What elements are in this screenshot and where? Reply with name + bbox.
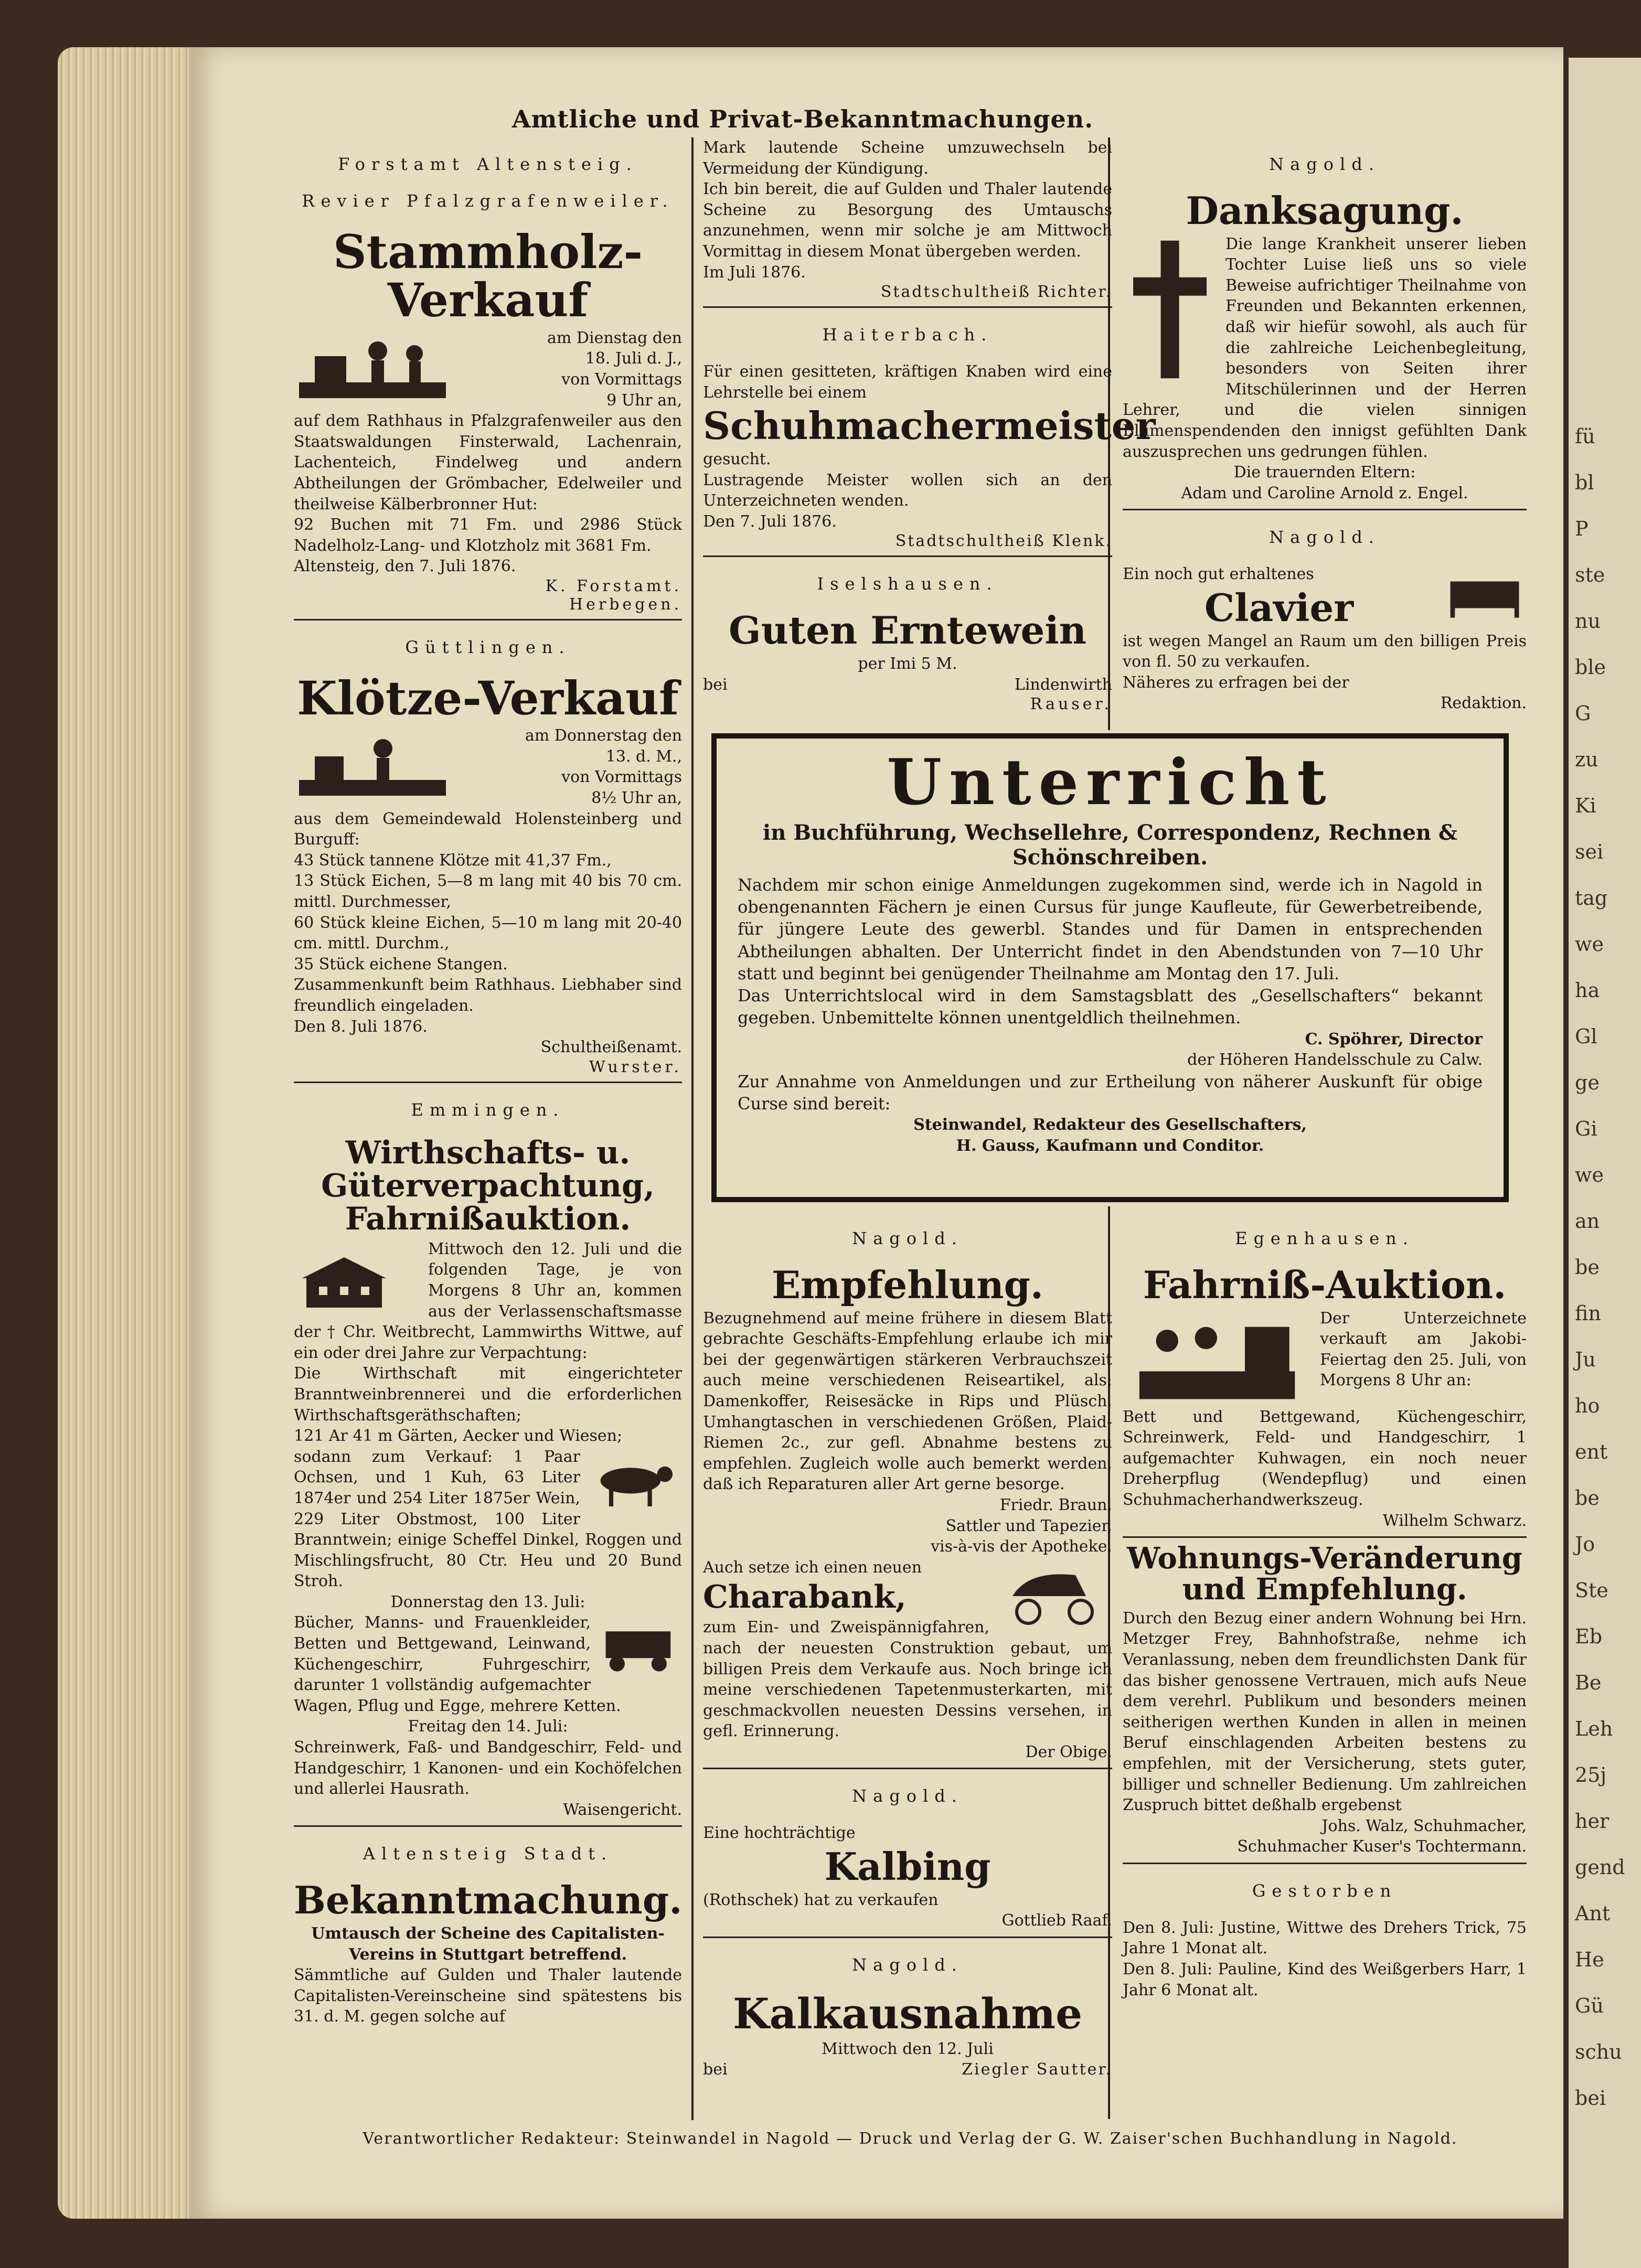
adjacent-page-fragment-text: Eb	[1575, 1625, 1603, 1648]
ad-title: Bekanntmachung.	[294, 1878, 683, 1923]
ad-dated: Altensteig, den 7. Juli 1876.	[294, 557, 516, 576]
ad-date-line: am Dienstag den	[547, 328, 682, 347]
ad-title: Clavier	[1204, 585, 1354, 630]
adjacent-page-fragment-text: we	[1575, 1163, 1604, 1186]
ad-title: Empfehlung.	[772, 1263, 1043, 1307]
adjacent-page-fragment-text: ste	[1575, 563, 1605, 586]
ad-items: 92 Buchen mit 71 Fm. und 2986 Stück Nadelholz-Lang- und Klotzholz mit 3681 Fm.	[294, 516, 682, 555]
ad-line: Eine hochträchtige	[703, 1824, 856, 1843]
ad-signature: Sattler und Tapezier,	[945, 1516, 1112, 1535]
ad-body: Bücher, Manns- und Frauenkleider, Betten und Bettgewand, Leinwand, Küchengeschirr, Fuhrgeschirr, darunter 1 vollständig aufgemachter Wagen, Pflug und Egge, mehrere Ketten.	[294, 1613, 621, 1715]
ad-erntewein	[703, 574, 1112, 713]
ad-date-line: 8½ Uhr an,	[591, 789, 682, 808]
ad-line: Näheres zu erfragen bei der	[1123, 673, 1349, 692]
ad-item: 35 Stück eichene Stangen.	[294, 955, 508, 973]
cross-icon	[1123, 236, 1217, 383]
ad-body: Bett und Bettgewand, Küchengeschirr, Schreinwerk, Feld- und Handgeschirr, 1 aufgemachter Kuhwagen, ein noch neuer Dreherpflug (Wendepflug) und einen Schuhmacherhandwerkszeug.	[1123, 1407, 1527, 1509]
divider	[1123, 509, 1527, 510]
ad-body: auf dem Rathhaus in Pfalzgrafenweiler aus den Staatswaldungen Finsterwald, Lachenrain, Lachenteich, Findelweg und andern Abtheilungen der Grömbacher, Edelweiler und theilweise Kälberbronner Hut:	[294, 412, 682, 513]
ad-signature: H. Gauss, Kaufmann und Conditor.	[956, 1136, 1264, 1155]
adjacent-page-fragment-text: ble	[1575, 656, 1606, 679]
ad-schuhmachermeister	[703, 325, 1156, 551]
ad-meeting: Zusammenkunft beim Rathhaus. Liebhaber sind freundlich eingeladen.	[294, 976, 682, 1015]
ad-vendor: Ziegler Sautter.	[962, 2060, 1112, 2079]
house-illustration	[294, 1241, 420, 1320]
ad-signature: Rauser.	[1030, 695, 1112, 714]
ad-danksagung	[1123, 154, 1527, 504]
ad-line: (Rothschek) hat zu verkaufen	[703, 1890, 939, 1909]
ad-title: Gestorben	[1252, 1880, 1398, 1901]
ad-signature: der Höheren Handelsschule zu Calw.	[1187, 1051, 1483, 1069]
ad-date-line: von Vormittags	[561, 768, 682, 787]
adjacent-page-fragment-text: ha	[1575, 979, 1600, 1002]
ad-signature: Herbegen.	[569, 595, 682, 614]
ad-place: Forstamt Altensteig.	[338, 154, 638, 174]
ad-signature: Gottlieb Raaf.	[1001, 1911, 1112, 1930]
ad-place: Nagold.	[852, 1954, 963, 1975]
ad-body: zum Ein- und Zweispännigfahren, nach der neuesten Construktion gebaut, um billigen Preis dem Verkaufe aus. Noch bringe ich meine verschiedenen Tapetenmusterkarten, mit geschmackvollen neuesten Dessins versehen, in gefl. Erinnerung.	[703, 1618, 1112, 1741]
adjacent-page-fragment-text: G	[1575, 702, 1591, 725]
ad-empfehlung	[703, 1228, 1112, 1762]
ad-title: Charabank,	[703, 1579, 907, 1616]
ad-place: Nagold.	[1269, 154, 1380, 174]
ad-body: Der Unterzeichnete verkauft am Jakobi-Feiertag den 25. Juli, von Morgens 8 Uhr an:	[1320, 1309, 1527, 1390]
ad-signature: C. Spöhrer, Director	[1305, 1030, 1483, 1049]
divider	[294, 1825, 682, 1827]
divider	[703, 1937, 1112, 1938]
ad-signature: Schuhmacher Kuser's Tochtermann.	[1237, 1837, 1527, 1856]
divider	[703, 306, 1112, 308]
ad-body: Mark lautende Scheine umzuwechseln bei Vermeidung der Kündigung.	[703, 138, 1112, 178]
ad-signature: Der Obige.	[1025, 1742, 1112, 1761]
ad-body: Auch setze ich einen neuen	[703, 1558, 922, 1577]
ad-signature: Friedr. Braun,	[999, 1495, 1112, 1514]
divider	[1123, 1863, 1527, 1864]
ad-kalkausnahme	[703, 1955, 1112, 2080]
ad-item: 13 Stück Eichen, 5—8 m lang mit 40 bis 70 cm. mittl. Durchmesser,	[294, 872, 682, 912]
adjacent-page-fragment-text: tag	[1575, 886, 1608, 910]
ad-title: Stammholz-Verkauf	[333, 224, 643, 328]
adjacent-page-fragment-text: Ste	[1575, 1579, 1608, 1602]
ad-signature: Schultheißenamt.	[540, 1038, 682, 1057]
ad-date-line: von Vormittags	[561, 370, 682, 389]
ad-stammholz-verkauf	[294, 154, 682, 614]
ad-fahrniss-auktion	[1123, 1228, 1527, 1531]
ad-date-line: 13. d. M.,	[605, 747, 682, 766]
adjacent-page-fragment-text: ge	[1575, 1071, 1600, 1094]
ad-price: per Imi 5 M.	[858, 654, 957, 673]
ad-unterricht-box	[711, 733, 1509, 1202]
ad-line: Den 8. Juli: Justine, Wittwe des Drehers Trick, 75 Jahre 1 Monat alt.	[1123, 1918, 1527, 1958]
adjacent-page-fragment-text: Ju	[1575, 1348, 1596, 1371]
ad-kalbing	[703, 1786, 1112, 1931]
adjacent-page-fragment-text: Gi	[1575, 1117, 1597, 1140]
ad-body: Lustragende Meister wollen sich an den Unterzeichneten wenden.	[703, 470, 1112, 510]
ad-signature: K. Forstamt.	[545, 576, 682, 595]
adjacent-page-fragment-text: ent	[1575, 1440, 1608, 1463]
ad-body: sodann zum Verkauf: 1 Paar Ochsen, und 1 Kuh, 63 Liter 1874er und 254 Liter 1875er Wein, 229 Liter Obstmost, 100 Liter Branntwein; einige Scheffel Dinkel, Roggen und Mischlingsfrucht, 80 Ctr. Heu und 20 Bund Stroh.	[294, 1447, 682, 1591]
divider	[703, 555, 1112, 557]
adjacent-page-fragment-text: Be	[1575, 1671, 1602, 1694]
ad-body: Durch den Bezug einer andern Wohnung bei Hrn. Metzger Frey, Bahnhofstraße, nehme ich Veranlassung, neben dem freundlichsten Dank für das bisher genossene Vertrauen, mich aufs Neue dem verehrl. Publikum und besonders meinen seitherigen werthen Kunden in allen in meinen Beruf einschlagenden Arbeiten bestens zu empfehlen, mit der Versicherung, stets guter, billiger und schneller Bedienung. Um zahlreichen Zuspruch bittet deßhalb ergebenst	[1123, 1609, 1527, 1815]
ad-signature: Die trauernden Eltern:	[1233, 463, 1416, 482]
ad-title: Wirthschafts- u. Güterverpachtung, Fahrnißauktion.	[321, 1134, 655, 1237]
ad-title: Klötze-Verkauf	[297, 670, 679, 725]
ad-bekanntmachung	[294, 1844, 682, 2027]
ad-signature: Stadtschultheiß Klenk.	[895, 532, 1112, 551]
ad-signature: Stadtschultheiß Richter.	[880, 283, 1112, 302]
column-right-lower	[1123, 1212, 1527, 2000]
ad-body: Mittwoch den 12. Juli und die folgenden Tage, je von Morgens 8 Uhr an, kommen aus der Verlassenschaftsmasse der † Chr. Weitbrecht, Lammwirths Wittwe, auf ein oder drei Jahre zur Verpachtung:	[294, 1239, 682, 1362]
ad-line	[703, 675, 1112, 696]
auction-illustration	[1123, 1310, 1312, 1405]
ad-line	[703, 2059, 1112, 2080]
ad-signature: vis-à-vis der Apotheke.	[931, 1537, 1112, 1556]
ad-body: ist wegen Mangel an Raum um den billigen Preis von fl. 50 zu verkaufen.	[1123, 632, 1527, 671]
adjacent-page-fragment-text: Ki	[1575, 794, 1596, 817]
adjacent-page-fragment-text: an	[1575, 1210, 1600, 1233]
ad-place: Altensteig Stadt.	[363, 1844, 613, 1864]
book-page-edges	[58, 47, 189, 2219]
ad-subtitle: in Buchführung, Wechsellehre, Correspondenz, Rechnen & Schönschreiben.	[763, 820, 1457, 870]
ad-title: Wohnungs-Veränderung und Empfehlung.	[1127, 1541, 1522, 1607]
column-middle	[703, 137, 1156, 714]
ad-place: Iselshausen.	[817, 574, 998, 594]
ad-dated: Im Juli 1876.	[703, 263, 806, 282]
cow-illustration	[588, 1449, 682, 1517]
ad-signature: Johs. Walz, Schuhmacher,	[1322, 1816, 1527, 1835]
ad-signature: Wurster.	[589, 1057, 682, 1076]
lumberjack-illustration	[294, 330, 451, 409]
ad-place: Haiterbach.	[822, 325, 993, 345]
ad-body: Bezugnehmend auf meine frühere in diesem Blatt gebrachte Geschäfts-Empfehlung erlaube ich mir bei der gegenwärtigen stärkeren Verbrauchszeit auch meine verschiedenen Reiseartikel, als: Damenkoffer, Reisesäcke in Rips und Plüsch, Umhangtaschen in verschiedenen Größen, Plaid-Riemen 2c., zur gefl. Abnahme bestens zu empfehlen. Zugleich wolle auch bemerkt werden, daß ich Reparaturen aller Art gerne besorge.	[703, 1309, 1112, 1494]
adjacent-page-fragment-text: we	[1575, 933, 1604, 956]
ad-title: Unterricht	[887, 745, 1334, 819]
divider	[1123, 1536, 1527, 1538]
ad-title: Schuhmachermeister	[703, 403, 1156, 448]
adjacent-page-fragment-text: be	[1575, 1486, 1600, 1510]
ad-kloetze-verkauf	[294, 637, 682, 1076]
ad-title: Guten Erntewein	[728, 608, 1087, 653]
ad-word-bei: bei	[703, 2060, 728, 2079]
ad-body: aus dem Gemeindewald Holensteinberg und Burguff:	[294, 809, 682, 849]
adjacent-page-fragment-text: schu	[1575, 2040, 1622, 2063]
ad-line: Ein noch gut erhaltenes	[1123, 565, 1314, 584]
adjacent-page-fragment-text: bl	[1575, 471, 1594, 494]
ad-body: Freitag den 14. Juli:	[408, 1717, 568, 1736]
ad-place: Egenhausen.	[1235, 1228, 1414, 1248]
ad-body: Die lange Krankheit unserer lieben Tochter Luise ließ uns so viele Beweise aufrichtiger Theilnahme von Freunden und Bekannten erkennen, daß wir hiefür sowohl, als auch für die zahlreiche Leichenbegleitung, besonders von Seiten ihrer Mitschülerinnen und der Herren Lehrer, und die vielen sinnigen Blumenspendenden den innigst gefühlten Dank auszusprechen uns gedrungen fühlen.	[1123, 234, 1527, 461]
carriage-illustration	[997, 1559, 1112, 1628]
ad-place: Nagold.	[1269, 527, 1380, 548]
ad-dated: Den 8. Juli 1876.	[294, 1017, 428, 1036]
wagon-illustration	[598, 1614, 682, 1683]
adjacent-page-fragment-text: fü	[1575, 425, 1595, 448]
adjacent-page-fragment-text: 25j	[1575, 1763, 1607, 1786]
lumberjack-illustration	[294, 728, 451, 806]
ad-title: Danksagung.	[1186, 188, 1464, 233]
ad-line: Den 8. Juli: Pauline, Kind des Weißgerbers Harr, 1 Jahr 6 Monat alt.	[1123, 1960, 1527, 1999]
adjacent-page-fragment-text: be	[1575, 1256, 1600, 1279]
ad-body: Schreinwerk, Faß- und Bandgeschirr, Feld- und Handgeschirr, 1 Kanonen- und ein Kochöfelchen und allerlei Hausrath.	[294, 1738, 682, 1799]
ad-word-bei: bei	[703, 675, 728, 694]
adjacent-page-fragment-text: P	[1575, 517, 1589, 540]
imprint-footer: Verantwortlicher Redakteur: Steinwandel in Nagold — Druck und Verlag der G. W. Zaiser'schen Buchhandlung in Nagold.	[363, 2130, 1458, 2148]
piano-illustration	[1443, 566, 1527, 624]
ad-title: Kalbing	[824, 1844, 991, 1889]
ad-body: 121 Ar 41 m Gärten, Aecker und Wiesen;	[294, 1427, 623, 1446]
ad-subtitle: Umtausch der Scheine des Capitalisten-Vereins in Stuttgart betreffend.	[311, 1924, 665, 1964]
adjacent-page-fragment-text: nu	[1575, 609, 1601, 633]
adjacent-page-fragment	[1569, 58, 1641, 2268]
adjacent-page-fragment-text: fin	[1575, 1302, 1601, 1325]
adjacent-page-fragment-text: Gl	[1575, 1025, 1597, 1048]
ad-signature: Waisengericht.	[563, 1800, 682, 1819]
ad-signature: Adam und Caroline Arnold z. Engel.	[1181, 484, 1468, 502]
ad-place: Güttlingen.	[405, 637, 571, 657]
column-middle-lower	[703, 1212, 1112, 2080]
adjacent-page-fragment-text: Jo	[1575, 1533, 1595, 1556]
ad-clavier	[1123, 527, 1527, 714]
ad-gestorben	[1123, 1881, 1527, 2000]
adjacent-page-fragment-text: zu	[1575, 748, 1599, 771]
adjacent-page-fragment-text: her	[1575, 1810, 1610, 1833]
ad-signature: Steinwandel, Redakteur des Gesellschafters,	[913, 1116, 1307, 1135]
ad-item: 43 Stück tannene Klötze mit 41,37 Fm.,	[294, 851, 612, 870]
divider	[294, 619, 682, 621]
ad-place: Nagold.	[852, 1228, 963, 1248]
ad-date-line: 9 Uhr an,	[606, 391, 682, 410]
ad-title: Fahrniß-Auktion.	[1143, 1263, 1507, 1307]
ad-body: gesucht.	[703, 450, 771, 468]
ad-body: Sämmtliche auf Gulden und Thaler lautende Capitalisten-Vereinscheine sind spätestens bis 31. d. M. gegen solche auf	[294, 1966, 682, 2026]
ad-place: Nagold.	[852, 1786, 963, 1806]
ad-bekanntmachung-continued	[703, 137, 1112, 301]
column-right	[1123, 137, 1527, 714]
adjacent-page-fragment-text: Gü	[1575, 1994, 1604, 2017]
ad-body: Donnerstag den 13. Juli:	[390, 1592, 585, 1611]
ad-line: Mittwoch den 12. Juli	[822, 2039, 994, 2058]
ad-body: Für einen gesitteten, kräftigen Knaben wird eine Lehrstelle bei einem	[703, 362, 1112, 402]
ad-date-line: am Donnerstag den	[525, 726, 682, 745]
ad-vendor: Lindenwirth	[1014, 675, 1112, 694]
ad-wirthschafts-verpachtung	[294, 1100, 682, 1821]
ad-dated: Den 7. Juli 1876.	[703, 512, 837, 531]
divider	[703, 1768, 1112, 1769]
ad-wohnungs-veraenderung	[1123, 1543, 1527, 1857]
adjacent-page-fragment-text: bei	[1575, 2087, 1606, 2110]
column-rule-left	[691, 137, 694, 2120]
ad-date-line: 18. Juli d. J.,	[585, 349, 682, 368]
adjacent-page-fragment-text: Leh	[1575, 1717, 1613, 1740]
ad-signature: Redaktion.	[1440, 694, 1527, 713]
ad-body: Nachdem mir schon einige Anmeldungen zugekommen sind, werde ich in Nagold in obengenannten Fächern je einen Cursus für junge Kaufleute, für Gewerbetreibende, für jüngere Leute des gewerbl. Standes und für Damen in entsprechenden Abtheilungen abhalten. Der Unterricht findet in den Abendstunden von 7—10 Uhr statt und beginnt bei genügender Theilnahme am Montag den 17. Juli.	[738, 875, 1483, 983]
ad-body: Die Wirthschaft mit eingerichteter Branntweinbrennerei und die erforderlichen Wirthschaftsgeräthschaften;	[294, 1364, 682, 1425]
adjacent-page-fragment-text: He	[1575, 1948, 1604, 1971]
ad-item: 60 Stück kleine Eichen, 5—10 m lang mit 20-40 cm. mittl. Durchm.,	[294, 913, 682, 953]
ad-place-sub: Revier Pfalzgrafenweiler.	[302, 191, 674, 211]
adjacent-page-fragment-text: gend	[1575, 1856, 1625, 1879]
column-left	[294, 137, 682, 2027]
adjacent-page-fragment-text: ho	[1575, 1394, 1600, 1417]
adjacent-page-fragment-text: sei	[1575, 840, 1604, 863]
ad-body: Zur Annahme von Anmeldungen und zur Ertheilung von näherer Auskunft für obige Curse sind bereit:	[738, 1071, 1483, 1114]
ad-body: Ich bin bereit, die auf Gulden und Thaler lautende Scheine zu Besorgung des Umtauschs anzunehmen, wenn mir solche je am Mittwoch Vormittag in diesem Monat übergeben werden.	[703, 180, 1112, 261]
divider	[294, 1082, 682, 1083]
ad-body: Das Unterrichtslocal wird in dem Samstagsblatt des „Gesellschafters“ bekannt gegeben. Unbemittelte können unentgeldlich theilnehmen.	[738, 986, 1483, 1028]
ad-signature: Wilhelm Schwarz.	[1382, 1511, 1527, 1530]
masthead: Amtliche und Privat-Bekanntmachungen.	[512, 105, 1094, 133]
adjacent-page-fragment-text: Ant	[1575, 1902, 1611, 1925]
ad-title: Kalkausnahme	[733, 1988, 1082, 2038]
ad-place: Emmingen.	[411, 1099, 565, 1120]
